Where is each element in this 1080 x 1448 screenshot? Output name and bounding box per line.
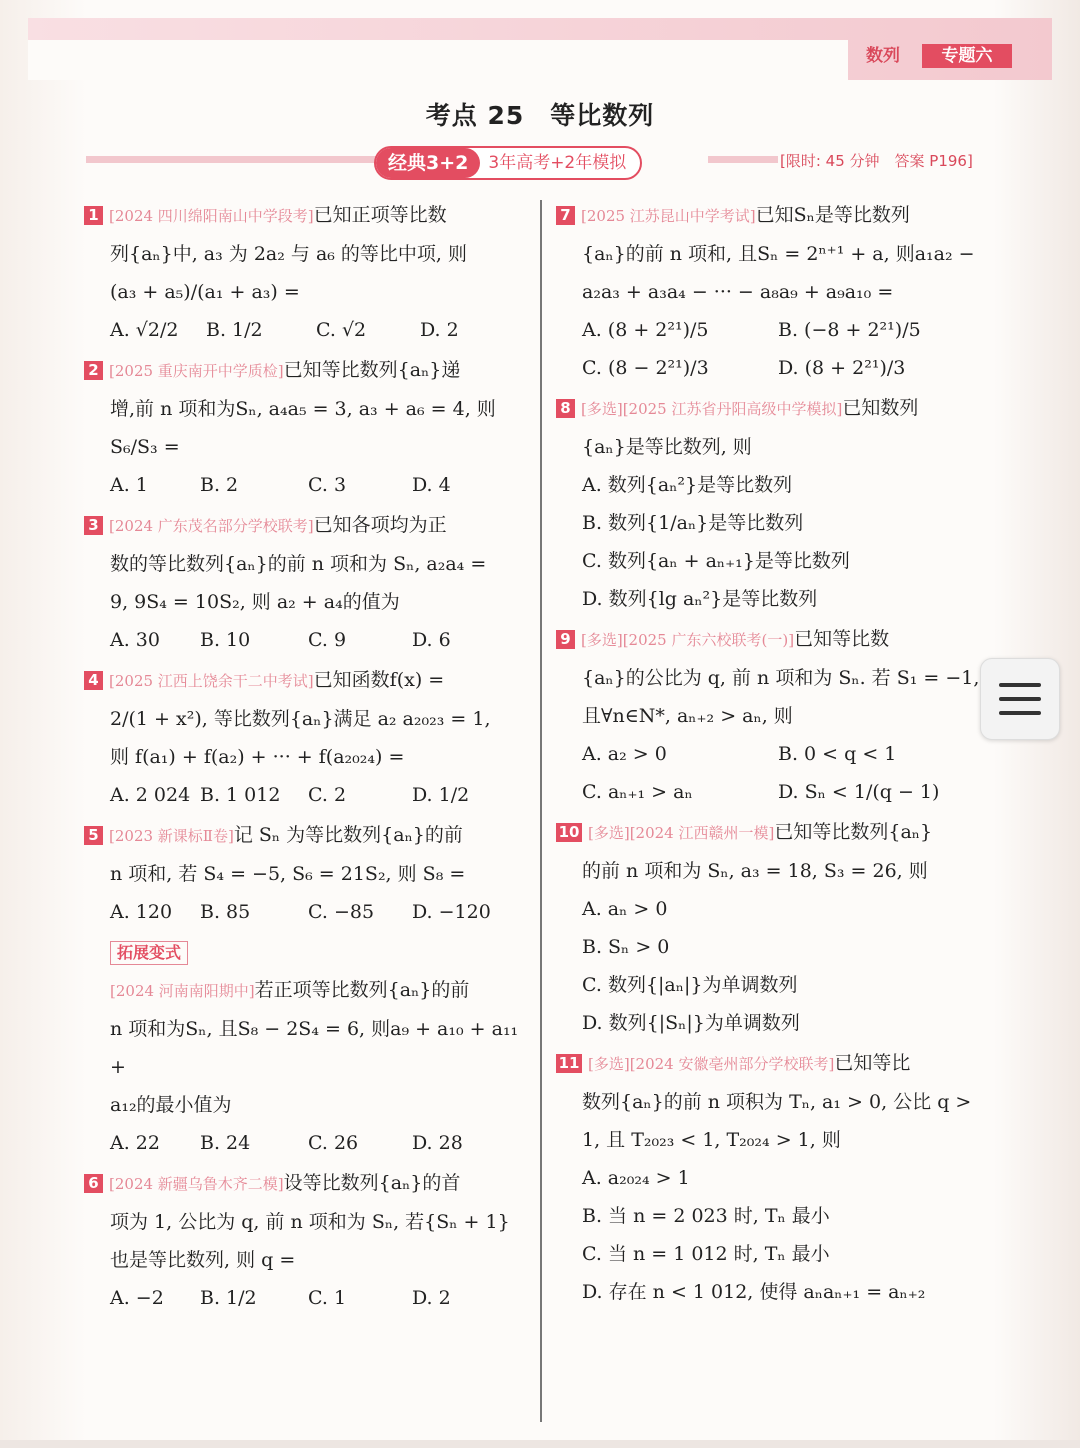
question-source: [多选][2025 江苏省丹阳高级中学模拟] [581, 400, 843, 418]
question-2 [84, 351, 528, 504]
option-d[interactable]: D. 数列{lg aₙ²}是等比数列 [582, 588, 818, 610]
question-text: 已知等比数列{aₙ}递 [283, 359, 461, 381]
option-b[interactable]: B. (−8 + 2²¹)/5 [778, 319, 921, 341]
question-10 [556, 813, 1000, 1042]
question-text: 已知各项均为正 [313, 514, 447, 536]
option-b[interactable]: B. 0 < q < 1 [778, 743, 897, 765]
option-d[interactable]: D. 2 [420, 319, 459, 341]
option-b[interactable]: B. 2 [200, 474, 239, 496]
question-text: 已知函数f(x) = [313, 669, 445, 691]
page-title: 考点 25 等比数列 [425, 101, 655, 130]
option-row [84, 311, 528, 349]
option-a[interactable]: A. 2 024 [110, 784, 191, 806]
option-b[interactable]: B. 当 n = 2 023 时, Tₙ 最小 [582, 1205, 830, 1227]
option-b[interactable]: B. 24 [200, 1132, 251, 1154]
question-text: 已知Sₙ是等比数列 [755, 204, 910, 226]
option-c[interactable]: C. 当 n = 1 012 时, Tₙ 最小 [582, 1243, 830, 1265]
question-text: 已知等比数列{aₙ} [774, 821, 933, 843]
option-c[interactable]: C. 26 [308, 1132, 359, 1154]
question-11 [556, 1044, 1000, 1311]
option-d[interactable]: D. 1/2 [412, 784, 470, 806]
option-row [556, 349, 1000, 387]
question-text: a₂a₃ + a₃a₄ − ··· − a₈a₉ + a₉a₁₀ = [582, 281, 894, 303]
right-column [556, 196, 1000, 1313]
time-limit: [限时: 45 分钟 答案 P196] [780, 152, 973, 170]
question-text: 数列{aₙ}的前 n 项积为 Tₙ, a₁ > 0, 公比 q > [582, 1091, 972, 1113]
question-text: 列{aₙ}中, a₃ 为 2a₂ 与 a₆ 的等比中项, 则 [110, 243, 468, 265]
option-row [84, 1279, 528, 1317]
question-text: 设等比数列{aₙ}的首 [283, 1172, 461, 1194]
question-5 [84, 816, 528, 931]
question-number: 5 [84, 826, 103, 845]
question-source: [2024 河南南阳期中] [110, 982, 255, 1000]
option-c[interactable]: C. 3 [308, 474, 347, 496]
question-text: {aₙ}是等比数列, 则 [582, 436, 752, 458]
hamburger-icon [999, 697, 1041, 701]
left-column [84, 196, 528, 1319]
question-source: [2024 广东茂名部分学校联考] [109, 517, 314, 535]
option-a[interactable]: A. 1 [110, 474, 148, 496]
question-4 [84, 661, 528, 814]
question-text: 则 f(a₁) + f(a₂) + ··· + f(a₂₀₂₄) = [110, 746, 405, 768]
classic-badge [374, 146, 642, 180]
question-number: 7 [556, 206, 575, 225]
question-source: [多选][2024 江西赣州一模] [588, 824, 775, 842]
question-text: 增,前 n 项和为Sₙ, a₄a₅ = 3, a₃ + a₆ = 4, 则 S₆/S₃ = [110, 398, 496, 458]
option-d[interactable]: D. (8 + 2²¹)/3 [778, 357, 906, 379]
band-rule-left [86, 156, 376, 163]
question-number: 1 [84, 206, 103, 225]
option-d[interactable]: D. 4 [412, 474, 451, 496]
question-number: 11 [556, 1054, 582, 1073]
question-8 [556, 389, 1000, 618]
option-c[interactable]: C. (8 − 2²¹)/3 [582, 357, 709, 379]
question-source: [多选][2025 广东六校联考(一)] [581, 631, 795, 649]
bottom-edge [0, 1440, 1080, 1448]
topic-label: 专题六 [922, 44, 1012, 68]
option-c[interactable]: C. aₙ₊₁ > aₙ [582, 781, 693, 803]
hamburger-icon [999, 683, 1041, 687]
question-text: a₁₂的最小值为 [110, 1094, 232, 1116]
option-d[interactable]: D. 6 [412, 629, 451, 651]
option-row [84, 466, 528, 504]
question-7 [556, 196, 1000, 387]
extension-label: 拓展变式 [110, 941, 188, 965]
option-b[interactable]: B. 1/2 [206, 319, 263, 341]
option-d[interactable]: D. 存在 n < 1 012, 使得 aₙaₙ₊₁ = aₙ₊₂ [582, 1281, 926, 1303]
option-a[interactable]: A. 22 [110, 1132, 160, 1154]
option-a[interactable]: A. a₂₀₂₄ > 1 [582, 1167, 690, 1189]
option-d[interactable]: D. 28 [412, 1132, 463, 1154]
question-text: n 项和, 若 S₄ = −5, S₆ = 21S₂, 则 S₈ = [110, 863, 466, 885]
option-b[interactable]: B. 10 [200, 629, 251, 651]
hamburger-icon [999, 711, 1041, 715]
option-b[interactable]: B. 数列{1/aₙ}是等比数列 [582, 512, 804, 534]
option-a[interactable]: A. 数列{aₙ²}是等比数列 [582, 474, 793, 496]
option-b[interactable]: B. 85 [200, 901, 251, 923]
question-number: 3 [84, 516, 103, 535]
question-text: 1, 且 T₂₀₂₃ < 1, T₂₀₂₄ > 1, 则 [582, 1129, 841, 1151]
question-6 [84, 1164, 528, 1317]
question-text: 已知等比数 [794, 628, 890, 650]
question-number: 4 [84, 671, 103, 690]
option-a[interactable]: A. −2 [110, 1287, 164, 1309]
menu-button[interactable] [980, 658, 1060, 740]
question-text: 若正项等比数列{aₙ}的前 [254, 979, 470, 1001]
question-source: [2024 四川绵阳南山中学段考] [109, 207, 314, 225]
column-divider [540, 200, 542, 1422]
option-c[interactable]: C. 2 [308, 784, 347, 806]
option-d[interactable]: D. 数列{|Sₙ|}为单调数列 [582, 1012, 800, 1034]
question-1 [84, 196, 528, 349]
question-source: [2023 新课标Ⅱ卷] [109, 827, 234, 845]
option-b[interactable]: B. 1/2 [200, 1287, 257, 1309]
question-text: 已知数列 [842, 397, 919, 419]
option-row [84, 893, 528, 931]
chapter-label: 数列 [866, 46, 900, 66]
option-b[interactable]: B. Sₙ > 0 [582, 936, 670, 958]
question-text: (a₃ + a₅)/(a₁ + a₃) = [110, 281, 300, 303]
option-a[interactable]: A. 30 [110, 629, 160, 651]
top-band-cutout [28, 40, 848, 80]
band-rule-right [708, 156, 778, 163]
question-text: {aₙ}的前 n 项和, 且Sₙ = 2ⁿ⁺¹ + a, 则a₁a₂ − [582, 243, 975, 265]
option-c[interactable]: C. 数列{|aₙ|}为单调数列 [582, 974, 798, 996]
option-row [556, 311, 1000, 349]
question-3 [84, 506, 528, 659]
question-source: [2025 江苏昆山中学考试] [581, 207, 756, 225]
badge-sub: 3年高考+2年模拟 [488, 153, 627, 173]
option-c[interactable]: C. √2 [316, 319, 367, 341]
question-text: 2/(1 + x²), 等比数列{aₙ}满足 a₂ a₂₀₂₃ = 1, [110, 708, 491, 730]
question-text: 项为 1, 公比为 q, 前 n 项和为 Sₙ, 若{Sₙ + 1} [110, 1211, 510, 1233]
question-text: 9, 9S₄ = 10S₂, 则 a₂ + a₄的值为 [110, 591, 400, 613]
question-text: 且∀n∈N*, aₙ₊₂ > aₙ, 则 [582, 705, 793, 727]
option-b[interactable]: B. 1 012 [200, 784, 281, 806]
option-a[interactable]: A. a₂ > 0 [582, 743, 667, 765]
option-c[interactable]: C. 数列{aₙ + aₙ₊₁}是等比数列 [582, 550, 850, 572]
question-text: 已知正项等比数 [313, 204, 447, 226]
question-text: n 项和为Sₙ, 且S₈ − 2S₄ = 6, 则a₉ + a₁₀ + a₁₁ + [110, 1018, 519, 1078]
question-text: 数的等比数列{aₙ}的前 n 项和为 Sₙ, a₂a₄ = [110, 553, 487, 575]
question-9 [556, 620, 1000, 811]
question-number: 9 [556, 630, 575, 649]
option-c[interactable]: C. 1 [308, 1287, 347, 1309]
option-row [84, 776, 528, 814]
option-d[interactable]: D. −120 [412, 901, 491, 923]
question-source: [2025 江西上饶余干二中考试] [109, 672, 314, 690]
option-row [556, 735, 1000, 773]
question-text: 的前 n 项和为 Sₙ, a₃ = 18, S₃ = 26, 则 [582, 860, 928, 882]
option-c[interactable]: C. 9 [308, 629, 347, 651]
question-text: 已知等比 [834, 1052, 911, 1074]
option-a[interactable]: A. aₙ > 0 [582, 898, 668, 920]
option-c[interactable]: C. −85 [308, 901, 375, 923]
badge-main: 经典3+2 [376, 148, 480, 178]
option-row [84, 621, 528, 659]
question-number: 2 [84, 361, 103, 380]
option-a[interactable]: A. 120 [110, 901, 173, 923]
option-d[interactable]: D. 2 [412, 1287, 451, 1309]
question-number: 6 [84, 1174, 103, 1193]
question-extension [84, 971, 528, 1162]
question-source: [2025 重庆南开中学质检] [109, 362, 284, 380]
option-a[interactable]: A. (8 + 2²¹)/5 [582, 319, 709, 341]
option-a[interactable]: A. √2/2 [110, 319, 179, 341]
question-source: [2024 新疆乌鲁木齐二模] [109, 1175, 284, 1193]
question-number: 8 [556, 399, 575, 418]
question-text: 也是等比数列, 则 q = [110, 1249, 296, 1271]
question-text: 记 Sₙ 为等比数列{aₙ}的前 [233, 824, 463, 846]
question-text: {aₙ}的公比为 q, 前 n 项和为 Sₙ. 若 S₁ = −1, [582, 667, 980, 689]
option-row [556, 773, 1000, 811]
question-number: 10 [556, 823, 582, 842]
question-source: [多选][2024 安徽亳州部分学校联考] [588, 1055, 835, 1073]
option-d[interactable]: D. Sₙ < 1/(q − 1) [778, 781, 940, 803]
option-row [84, 1124, 528, 1162]
